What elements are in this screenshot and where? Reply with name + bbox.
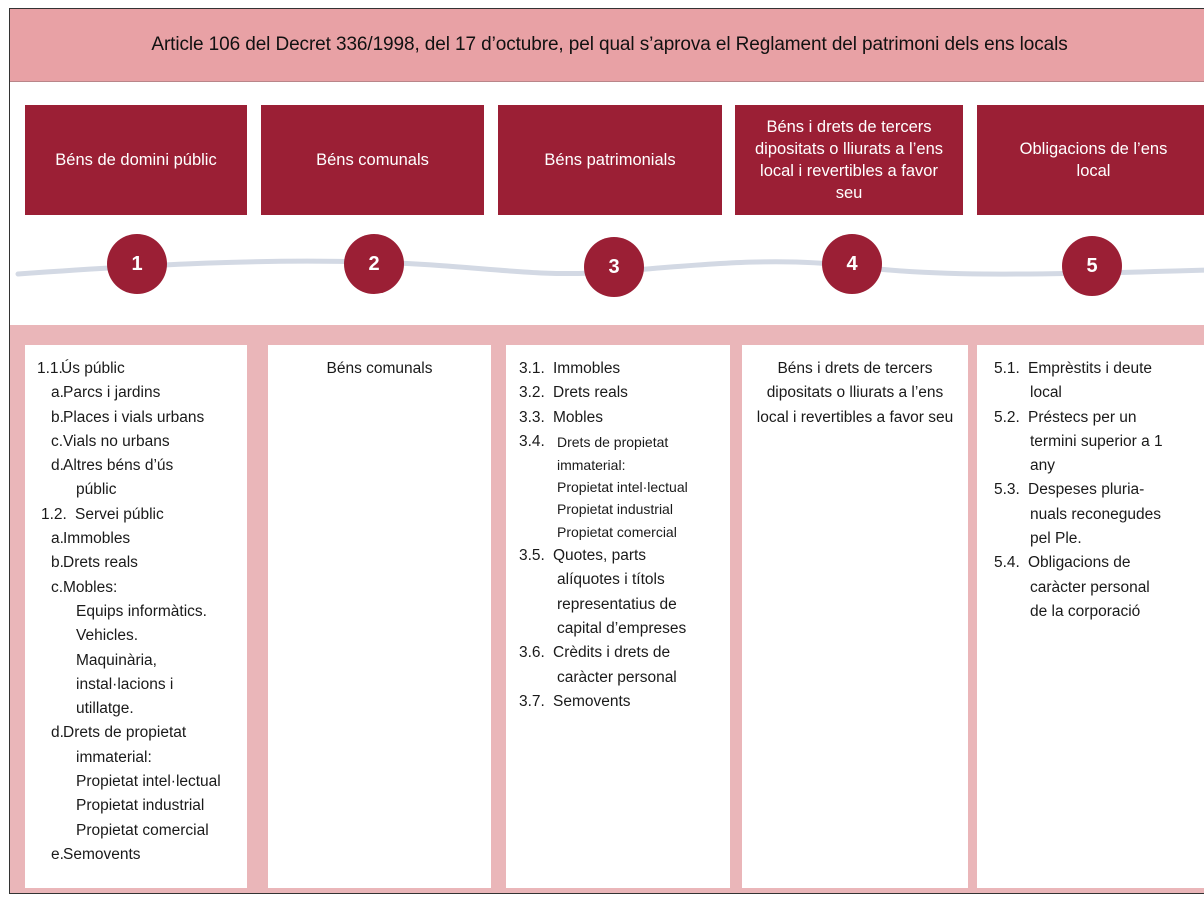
list-item: instal·lacions i	[76, 675, 174, 693]
category-box-2	[261, 105, 484, 215]
list-item: Propietat intel·lectual	[76, 773, 221, 791]
step-number-5: 5	[1086, 254, 1098, 277]
details-list-3	[506, 345, 730, 714]
list-item: Propietat intel·lectual	[557, 479, 688, 496]
category-label-1: Béns de domini públic	[55, 151, 217, 169]
list-item: local	[1030, 384, 1062, 402]
list-item: termini superior a 1	[1030, 432, 1163, 450]
details-text-4: Béns i drets de tercers dipositats o lliurats a l’ens local i revertibles a favor seu	[756, 360, 954, 426]
category-box-4	[735, 105, 963, 215]
list-item: d. Drets de propietat	[51, 724, 187, 742]
list-item: pel Ple.	[1030, 530, 1082, 548]
step-number-1: 1	[131, 252, 143, 275]
list-item: Propietat industrial	[557, 501, 673, 518]
list-item: Propietat industrial	[76, 797, 205, 815]
timeline	[10, 234, 1204, 304]
category-box-3	[498, 105, 722, 215]
list-item: 3.6. Crèdits i drets de	[519, 644, 671, 662]
list-item: de la corporació	[1030, 602, 1141, 620]
list-item: any	[1030, 457, 1055, 475]
details-card-4	[742, 345, 968, 888]
list-item: 5.2. Préstecs per un	[994, 408, 1137, 426]
list-item: immaterial:	[557, 457, 626, 474]
list-item: c. Mobles:	[51, 578, 118, 596]
category-label-4: Béns i drets de tercers dipositats o lliurats a l’ens local i revertibles a favor seu	[754, 118, 943, 202]
list-item: b. Drets reals	[51, 554, 138, 572]
step-circle-1	[107, 234, 167, 294]
category-label-3: Béns patrimonials	[544, 151, 676, 169]
details-card-1	[25, 345, 247, 888]
list-item: 1.1. Ús públic	[37, 360, 125, 377]
list-item: 3.3. Mobles	[519, 408, 603, 426]
list-item: c. Vials no urbans	[51, 432, 170, 450]
list-item: 3.2. Drets reals	[519, 384, 628, 402]
details-card-5	[977, 345, 1204, 888]
step-number-2: 2	[368, 252, 380, 275]
list-item: a. Immobles	[51, 530, 131, 548]
list-item: caràcter personal	[1030, 578, 1150, 596]
list-item: representatius de	[557, 595, 677, 613]
list-item: capital d’empreses	[557, 620, 687, 638]
details-list-5	[977, 345, 1204, 624]
step-circle-5	[1062, 236, 1122, 296]
category-label-2: Béns comunals	[316, 151, 429, 169]
list-item: alíquotes i títols	[557, 571, 665, 589]
diagram-title: Article 106 del Decret 336/1998, del 17 d’octubre, pel qual s’aprova el Reglament del patrimoni dels ens locals	[151, 34, 1068, 55]
list-item: 5.3. Despeses pluria-	[994, 481, 1145, 499]
step-circle-2	[344, 234, 404, 294]
details-card-3	[506, 345, 730, 888]
diagram-frame	[9, 8, 1204, 894]
list-item: Propietat comercial	[557, 524, 677, 541]
list-item: utillatge.	[76, 700, 134, 718]
category-box-1	[25, 105, 247, 215]
list-item: immaterial:	[76, 748, 152, 766]
list-item: d. Altres béns d’ús	[51, 457, 174, 475]
list-item: Equips informàtics.	[76, 602, 207, 620]
details-text-2: Béns comunals	[326, 360, 433, 377]
list-item: a. Parcs i jardins	[51, 384, 161, 402]
list-item: Vehicles.	[76, 627, 139, 645]
list-item: 5.4. Obligacions de	[994, 554, 1131, 572]
list-item: Maquinària,	[76, 651, 157, 669]
list-item: públic	[76, 481, 117, 499]
step-circle-4	[822, 234, 882, 294]
list-item: 5.1. Emprèstits i deute	[994, 360, 1153, 377]
list-item: b. Places i vials urbans	[51, 408, 205, 426]
details-list-1	[25, 345, 247, 867]
list-item: 1.2. Servei públic	[41, 505, 164, 523]
title-banner	[10, 9, 1204, 82]
step-number-3: 3	[608, 255, 620, 278]
list-item: e. Semovents	[51, 845, 141, 863]
category-label-5: Obligacions de l’ens local	[1019, 140, 1168, 180]
details-card-2	[268, 345, 491, 888]
category-box-5	[977, 105, 1204, 215]
step-circle-3	[584, 237, 644, 297]
list-item: 3.1. Immobles	[519, 360, 621, 377]
list-item: Propietat comercial	[76, 821, 209, 839]
step-number-4: 4	[846, 252, 858, 275]
list-item: 3.7. Semovents	[519, 692, 631, 710]
list-item: 3.5. Quotes, parts	[519, 547, 647, 565]
list-item: nuals reconegudes	[1030, 505, 1161, 523]
list-item: 3.4. Drets de propietat	[519, 432, 669, 450]
list-item: caràcter personal	[557, 668, 677, 686]
